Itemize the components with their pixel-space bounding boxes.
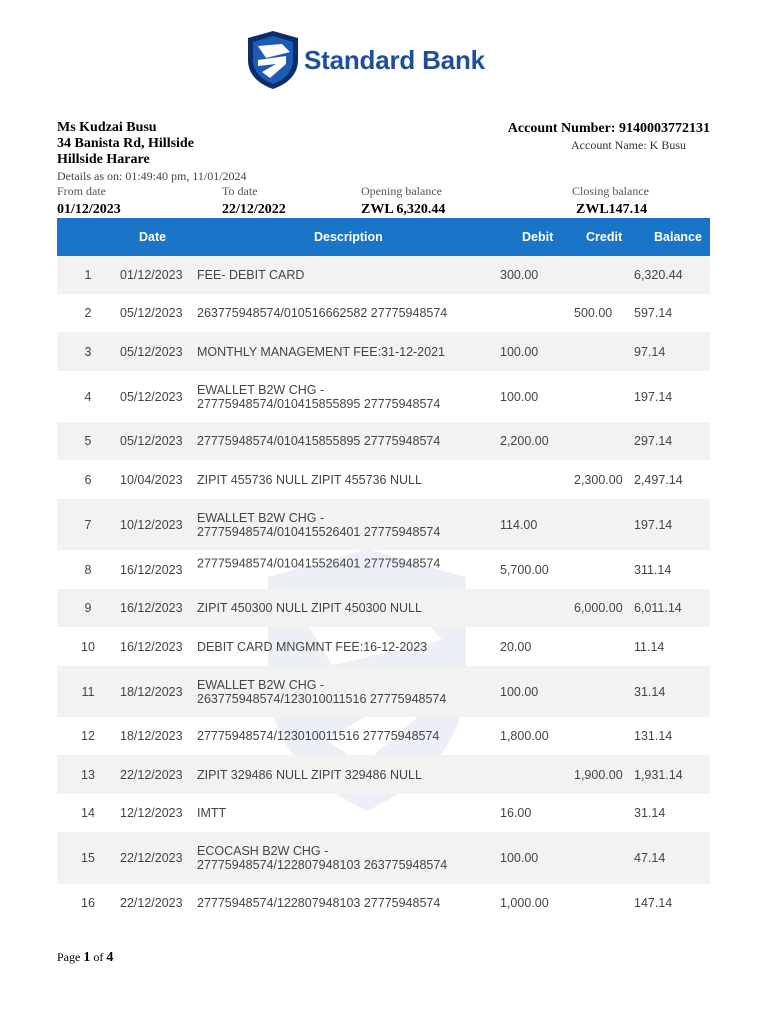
table-row bbox=[57, 499, 710, 550]
row-description: DEBIT CARD MNGMNT FEE:16-12-2023 bbox=[197, 639, 428, 654]
row-balance: 6,011.14 bbox=[634, 601, 682, 615]
row-number: 9 bbox=[84, 601, 92, 615]
table-row bbox=[57, 371, 710, 422]
row-debit: 20.00 bbox=[500, 639, 532, 654]
header-debit: Debit bbox=[522, 230, 554, 244]
row-description: MONTHLY MANAGEMENT FEE:31-12-2021 bbox=[197, 344, 445, 359]
table-row bbox=[57, 717, 710, 755]
table-row bbox=[57, 884, 710, 922]
row-number: 7 bbox=[84, 517, 92, 532]
transactions-table bbox=[57, 218, 710, 922]
row-number: 6 bbox=[84, 472, 92, 487]
account-number: Account Number: 9140003772131 bbox=[507, 121, 710, 136]
customer-name: Ms Kudzai Busu bbox=[57, 120, 157, 135]
row-date: 16/12/2023 bbox=[120, 562, 183, 577]
to-date-value: 22/12/2022 bbox=[222, 202, 286, 217]
row-debit: 1,800.00 bbox=[500, 729, 549, 743]
account-name: Account Name: K Busu bbox=[571, 138, 686, 152]
page-indicator: Page 1 of 4 bbox=[57, 950, 114, 965]
row-date: 12/12/2023 bbox=[120, 806, 183, 820]
row-date: 18/12/2023 bbox=[120, 729, 183, 743]
row-debit: 1,000.00 bbox=[500, 896, 549, 910]
row-number: 8 bbox=[84, 562, 92, 577]
row-number: 14 bbox=[81, 806, 95, 820]
table-row bbox=[57, 550, 710, 589]
row-number: 16 bbox=[81, 896, 95, 910]
row-balance: 11.14 bbox=[634, 639, 665, 654]
header-credit: Credit bbox=[586, 230, 623, 244]
row-balance: 97.14 bbox=[634, 344, 666, 359]
row-balance: 31.14 bbox=[634, 806, 666, 820]
row-number: 3 bbox=[84, 344, 92, 359]
row-balance: 311.14 bbox=[634, 562, 672, 577]
row-description: 27775948574/123010011516 27775948574 bbox=[197, 729, 440, 743]
row-description: ZIPIT 450300 NULL ZIPIT 450300 NULL bbox=[197, 601, 422, 615]
row-balance: 1,931.14 bbox=[634, 767, 683, 782]
row-description: ZIPIT 329486 NULL ZIPIT 329486 NULL bbox=[197, 767, 422, 782]
row-number: 15 bbox=[81, 851, 95, 865]
row-debit: 114.00 bbox=[500, 517, 538, 532]
details-timestamp: Details as on: 01:49:40 pm, 11/01/2024 bbox=[57, 169, 247, 183]
row-number: 12 bbox=[81, 729, 95, 743]
row-description: FEE- DEBIT CARD bbox=[197, 268, 305, 282]
row-description: EWALLET B2W CHG - 27775948574/010415526401 27775948574 bbox=[197, 510, 441, 539]
row-description: ECOCASH B2W CHG - 27775948574/122807948103 263775948574 bbox=[197, 844, 448, 872]
row-balance: 31.14 bbox=[634, 684, 666, 699]
opening-balance-value: ZWL 6,320.44 bbox=[361, 202, 446, 217]
row-date: 22/12/2023 bbox=[120, 851, 183, 865]
row-balance: 297.14 bbox=[634, 434, 673, 448]
from-date-value: 01/12/2023 bbox=[57, 202, 121, 217]
row-debit: 100.00 bbox=[500, 684, 539, 699]
row-description: 27775948574/010415855895 27775948574 bbox=[197, 434, 441, 448]
opening-balance-label: Opening balance bbox=[361, 184, 442, 198]
row-debit: 100.00 bbox=[500, 851, 539, 865]
row-debit: 16.00 bbox=[500, 806, 532, 820]
table-row bbox=[57, 294, 710, 332]
row-number: 11 bbox=[81, 684, 95, 699]
table-row bbox=[57, 666, 710, 717]
bank-logo bbox=[246, 30, 485, 90]
row-number: 5 bbox=[84, 434, 92, 448]
row-date: 01/12/2023 bbox=[120, 268, 183, 282]
table-row bbox=[57, 332, 710, 371]
header-date: Date bbox=[139, 230, 167, 244]
row-number: 1 bbox=[84, 268, 92, 282]
table-row bbox=[57, 627, 710, 666]
row-description: EWALLET B2W CHG - 263775948574/123010011516 27775948574 bbox=[197, 677, 447, 706]
row-debit: 5,700.00 bbox=[500, 562, 549, 577]
row-date: 16/12/2023 bbox=[120, 601, 183, 615]
row-credit: 6,000.00 bbox=[574, 601, 623, 615]
table-row bbox=[57, 422, 710, 460]
to-date-label: To date bbox=[222, 184, 258, 198]
row-number: 10 bbox=[81, 639, 95, 654]
table-row bbox=[57, 460, 710, 499]
row-balance: 6,320.44 bbox=[634, 268, 683, 282]
row-description: 27775948574/122807948103 27775948574 bbox=[197, 896, 441, 910]
row-balance: 2,497.14 bbox=[634, 472, 683, 487]
closing-balance-value: ZWL147.14 bbox=[576, 202, 648, 217]
row-number: 13 bbox=[81, 767, 95, 782]
row-balance: 197.14 bbox=[634, 517, 673, 532]
table-row bbox=[57, 794, 710, 832]
closing-balance-label: Closing balance bbox=[572, 184, 649, 198]
row-debit: 100.00 bbox=[500, 344, 539, 359]
header-balance: Balance bbox=[654, 230, 702, 244]
row-date: 16/12/2023 bbox=[120, 639, 183, 654]
row-date: 18/12/2023 bbox=[120, 684, 183, 699]
row-number: 2 bbox=[84, 306, 92, 320]
row-balance: 47.14 bbox=[634, 851, 666, 865]
row-balance: 131.14 bbox=[634, 729, 673, 743]
row-date: 10/12/2023 bbox=[120, 517, 183, 532]
row-debit: 2,200.00 bbox=[500, 434, 549, 448]
row-description: 263775948574/010516662582 27775948574 bbox=[197, 306, 448, 320]
row-debit: 100.00 bbox=[500, 389, 539, 404]
customer-block bbox=[57, 120, 194, 168]
row-description: ZIPIT 455736 NULL ZIPIT 455736 NULL bbox=[197, 472, 422, 487]
row-credit: 2,300.00 bbox=[574, 472, 623, 487]
row-date: 05/12/2023 bbox=[120, 344, 183, 359]
row-date: 05/12/2023 bbox=[120, 306, 183, 320]
row-description: EWALLET B2W CHG - 27775948574/010415855895 27775948574 bbox=[197, 382, 441, 411]
bank-name: Standard Bank bbox=[304, 44, 485, 75]
from-date-label: From date bbox=[57, 184, 106, 198]
customer-address-line1: 34 Banista Rd, Hillside bbox=[57, 136, 194, 151]
row-date: 22/12/2023 bbox=[120, 767, 183, 782]
table-row bbox=[57, 832, 710, 884]
row-description: 27775948574/010415526401 27775948574 bbox=[197, 556, 441, 571]
row-date: 05/12/2023 bbox=[120, 434, 183, 448]
table-header bbox=[57, 218, 710, 256]
row-balance: 597.14 bbox=[634, 306, 673, 320]
customer-address-line2: Hillside Harare bbox=[57, 152, 150, 167]
row-debit: 300.00 bbox=[500, 268, 539, 282]
table-row bbox=[57, 755, 710, 794]
row-date: 22/12/2023 bbox=[120, 896, 183, 910]
header-description: Description bbox=[314, 230, 383, 244]
row-description: IMTT bbox=[197, 806, 227, 820]
row-credit: 500.00 bbox=[574, 306, 613, 320]
shield-logo-icon bbox=[246, 30, 300, 90]
table-row bbox=[57, 589, 710, 627]
row-date: 05/12/2023 bbox=[120, 389, 183, 404]
table-row bbox=[57, 256, 710, 294]
row-credit: 1,900.00 bbox=[574, 767, 623, 782]
row-date: 10/04/2023 bbox=[120, 472, 183, 487]
row-balance: 147.14 bbox=[634, 896, 673, 910]
row-number: 4 bbox=[84, 389, 92, 404]
row-balance: 197.14 bbox=[634, 389, 673, 404]
